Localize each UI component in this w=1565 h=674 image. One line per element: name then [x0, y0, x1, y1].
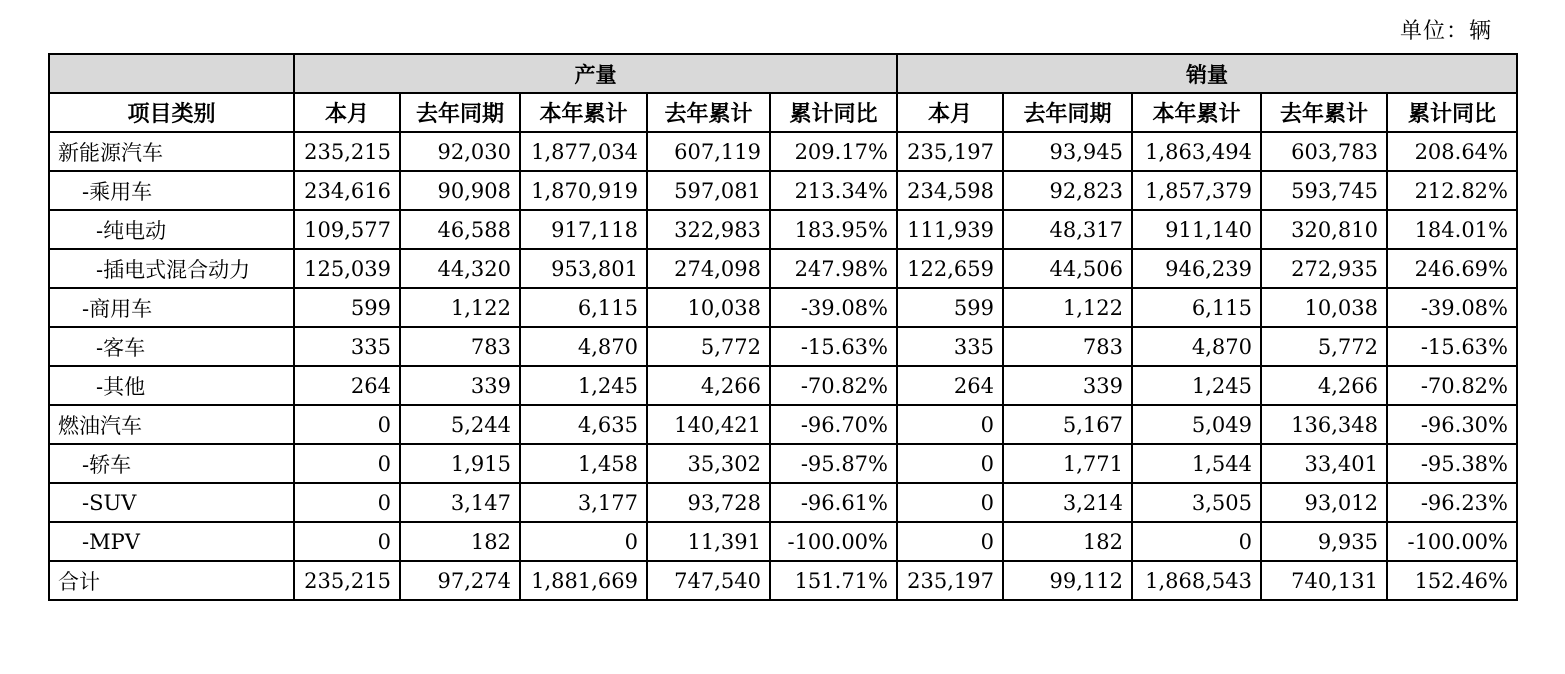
table-cell: 1,122 — [400, 288, 520, 327]
table-cell: 140,421 — [647, 405, 770, 444]
table-cell: 152.46% — [1387, 561, 1517, 600]
table-cell: 272,935 — [1261, 249, 1387, 288]
table-cell: 246.69% — [1387, 249, 1517, 288]
table-cell: 1,870,919 — [520, 171, 647, 210]
table-cell: -100.00% — [1387, 522, 1517, 561]
table-cell: 322,983 — [647, 210, 770, 249]
table-cell: 0 — [897, 522, 1003, 561]
table-cell: 93,945 — [1003, 132, 1132, 171]
row-label: -SUV — [49, 483, 294, 522]
column-header-sales-ytd: 本年累计 — [1132, 93, 1261, 132]
table-cell: 234,598 — [897, 171, 1003, 210]
table-cell: 44,506 — [1003, 249, 1132, 288]
column-header-sales-yoy: 累计同比 — [1387, 93, 1517, 132]
row-label: -MPV — [49, 522, 294, 561]
table-cell: 136,348 — [1261, 405, 1387, 444]
table-row — [49, 444, 1517, 483]
table-cell: 208.64% — [1387, 132, 1517, 171]
table-cell: 235,215 — [294, 561, 400, 600]
table-cell: -95.38% — [1387, 444, 1517, 483]
table-cell: 99,112 — [1003, 561, 1132, 600]
row-label: 合计 — [49, 561, 294, 600]
table-cell: 0 — [294, 483, 400, 522]
table-cell: 213.34% — [770, 171, 897, 210]
table-cell: 4,870 — [1132, 327, 1261, 366]
table-row — [49, 288, 1517, 327]
table-cell: 35,302 — [647, 444, 770, 483]
table-row — [49, 522, 1517, 561]
table-cell: -100.00% — [770, 522, 897, 561]
table-cell: 235,197 — [897, 561, 1003, 600]
row-label: 燃油汽车 — [49, 405, 294, 444]
group-header-row — [49, 54, 1517, 93]
table-cell: 783 — [400, 327, 520, 366]
table-cell: 607,119 — [647, 132, 770, 171]
table-cell: 264 — [294, 366, 400, 405]
table-cell: -96.23% — [1387, 483, 1517, 522]
table-cell: 911,140 — [1132, 210, 1261, 249]
table-cell: 783 — [1003, 327, 1132, 366]
table-cell: 0 — [897, 405, 1003, 444]
table-cell: 3,177 — [520, 483, 647, 522]
table-cell: -15.63% — [770, 327, 897, 366]
table-cell: 247.98% — [770, 249, 897, 288]
table-cell: 5,772 — [1261, 327, 1387, 366]
table-row — [49, 210, 1517, 249]
table-cell: 747,540 — [647, 561, 770, 600]
table-cell: 209.17% — [770, 132, 897, 171]
table-cell: 44,320 — [400, 249, 520, 288]
table-cell: 109,577 — [294, 210, 400, 249]
table-cell: 182 — [400, 522, 520, 561]
table-cell: 122,659 — [897, 249, 1003, 288]
table-cell: 335 — [897, 327, 1003, 366]
table-cell: 1,544 — [1132, 444, 1261, 483]
table-cell: -39.08% — [1387, 288, 1517, 327]
table-cell: 48,317 — [1003, 210, 1132, 249]
table-cell: 234,616 — [294, 171, 400, 210]
table-cell: 4,266 — [1261, 366, 1387, 405]
table-cell: -15.63% — [1387, 327, 1517, 366]
row-label: -其他 — [49, 366, 294, 405]
table-cell: 1,245 — [1132, 366, 1261, 405]
table-cell: -70.82% — [1387, 366, 1517, 405]
column-header-prod-ytd: 本年累计 — [520, 93, 647, 132]
table-cell: -39.08% — [770, 288, 897, 327]
table-cell: 335 — [294, 327, 400, 366]
column-header-prod-month: 本月 — [294, 93, 400, 132]
column-header-prod-last-ytd: 去年累计 — [647, 93, 770, 132]
table-cell: 0 — [897, 483, 1003, 522]
table-cell: 151.71% — [770, 561, 897, 600]
table-cell: 10,038 — [1261, 288, 1387, 327]
column-header-prod-yoy: 累计同比 — [770, 93, 897, 132]
row-label: 新能源汽车 — [49, 132, 294, 171]
table-cell: 0 — [520, 522, 647, 561]
column-header-sales-month: 本月 — [897, 93, 1003, 132]
column-header-prod-last-year-month: 去年同期 — [400, 93, 520, 132]
table-body — [49, 132, 1517, 600]
table-cell: 212.82% — [1387, 171, 1517, 210]
table-cell: 264 — [897, 366, 1003, 405]
table-cell: 92,030 — [400, 132, 520, 171]
unit-label: 单位：辆 — [1400, 19, 1493, 44]
table-cell: 274,098 — [647, 249, 770, 288]
table-cell: 1,458 — [520, 444, 647, 483]
column-header-sales-last-year-month: 去年同期 — [1003, 93, 1132, 132]
table-cell: 1,881,669 — [520, 561, 647, 600]
table-cell: 1,857,379 — [1132, 171, 1261, 210]
table-cell: 917,118 — [520, 210, 647, 249]
table-cell: 92,823 — [1003, 171, 1132, 210]
table-cell: 93,012 — [1261, 483, 1387, 522]
group-header-sales: 销量 — [897, 54, 1517, 93]
table-cell: 0 — [294, 405, 400, 444]
table-cell: 10,038 — [647, 288, 770, 327]
group-header-production: 产量 — [294, 54, 897, 93]
table-cell: 603,783 — [1261, 132, 1387, 171]
row-label: -插电式混合动力 — [49, 249, 294, 288]
table-cell: 1,915 — [400, 444, 520, 483]
table-cell: 320,810 — [1261, 210, 1387, 249]
table-cell: 1,245 — [520, 366, 647, 405]
row-label: -轿车 — [49, 444, 294, 483]
table-cell: 235,197 — [897, 132, 1003, 171]
row-label: -乘用车 — [49, 171, 294, 210]
table-cell: 740,131 — [1261, 561, 1387, 600]
table-cell: 339 — [1003, 366, 1132, 405]
table-row — [49, 327, 1517, 366]
table-cell: 11,391 — [647, 522, 770, 561]
table-row — [49, 171, 1517, 210]
table-cell: 90,908 — [400, 171, 520, 210]
table-cell: 33,401 — [1261, 444, 1387, 483]
table-cell: 953,801 — [520, 249, 647, 288]
table-cell: 97,274 — [400, 561, 520, 600]
table-cell: 599 — [897, 288, 1003, 327]
table-cell: 9,935 — [1261, 522, 1387, 561]
group-header-blank — [49, 54, 294, 93]
table-row — [49, 561, 1517, 600]
row-label: -纯电动 — [49, 210, 294, 249]
table-cell: 0 — [294, 522, 400, 561]
table-cell: 46,588 — [400, 210, 520, 249]
table-cell: 184.01% — [1387, 210, 1517, 249]
table-cell: 3,147 — [400, 483, 520, 522]
table-cell: 0 — [897, 444, 1003, 483]
table-cell: 597,081 — [647, 171, 770, 210]
table-row — [49, 483, 1517, 522]
table-cell: 6,115 — [520, 288, 647, 327]
table-cell: 6,115 — [1132, 288, 1261, 327]
table-cell: 4,870 — [520, 327, 647, 366]
row-label: -商用车 — [49, 288, 294, 327]
table-cell: 111,939 — [897, 210, 1003, 249]
table-cell: 4,266 — [647, 366, 770, 405]
table-cell: 3,214 — [1003, 483, 1132, 522]
table-cell: 1,868,543 — [1132, 561, 1261, 600]
table-cell: 5,772 — [647, 327, 770, 366]
table-cell: 0 — [1132, 522, 1261, 561]
table-cell: -70.82% — [770, 366, 897, 405]
table-cell: -96.70% — [770, 405, 897, 444]
table-cell: 599 — [294, 288, 400, 327]
table-row — [49, 249, 1517, 288]
table-cell: 5,049 — [1132, 405, 1261, 444]
column-header-category: 项目类别 — [49, 93, 294, 132]
production-sales-table — [48, 53, 1518, 601]
table-row — [49, 366, 1517, 405]
table-row — [49, 405, 1517, 444]
table-cell: 5,167 — [1003, 405, 1132, 444]
row-label: -客车 — [49, 327, 294, 366]
table-cell: 593,745 — [1261, 171, 1387, 210]
column-header-row — [49, 93, 1517, 132]
table-cell: 3,505 — [1132, 483, 1261, 522]
table-row — [49, 132, 1517, 171]
table-cell: 1,877,034 — [520, 132, 647, 171]
table-cell: -96.61% — [770, 483, 897, 522]
table-cell: 1,863,494 — [1132, 132, 1261, 171]
table-cell: 1,122 — [1003, 288, 1132, 327]
table-cell: 125,039 — [294, 249, 400, 288]
table-cell: 183.95% — [770, 210, 897, 249]
table-cell: 4,635 — [520, 405, 647, 444]
table-cell: -96.30% — [1387, 405, 1517, 444]
table-cell: 946,239 — [1132, 249, 1261, 288]
table-cell: 339 — [400, 366, 520, 405]
table-cell: 0 — [294, 444, 400, 483]
column-header-sales-last-ytd: 去年累计 — [1261, 93, 1387, 132]
table-cell: -95.87% — [770, 444, 897, 483]
table-cell: 5,244 — [400, 405, 520, 444]
table-cell: 182 — [1003, 522, 1132, 561]
table-cell: 235,215 — [294, 132, 400, 171]
table-cell: 1,771 — [1003, 444, 1132, 483]
table-cell: 93,728 — [647, 483, 770, 522]
